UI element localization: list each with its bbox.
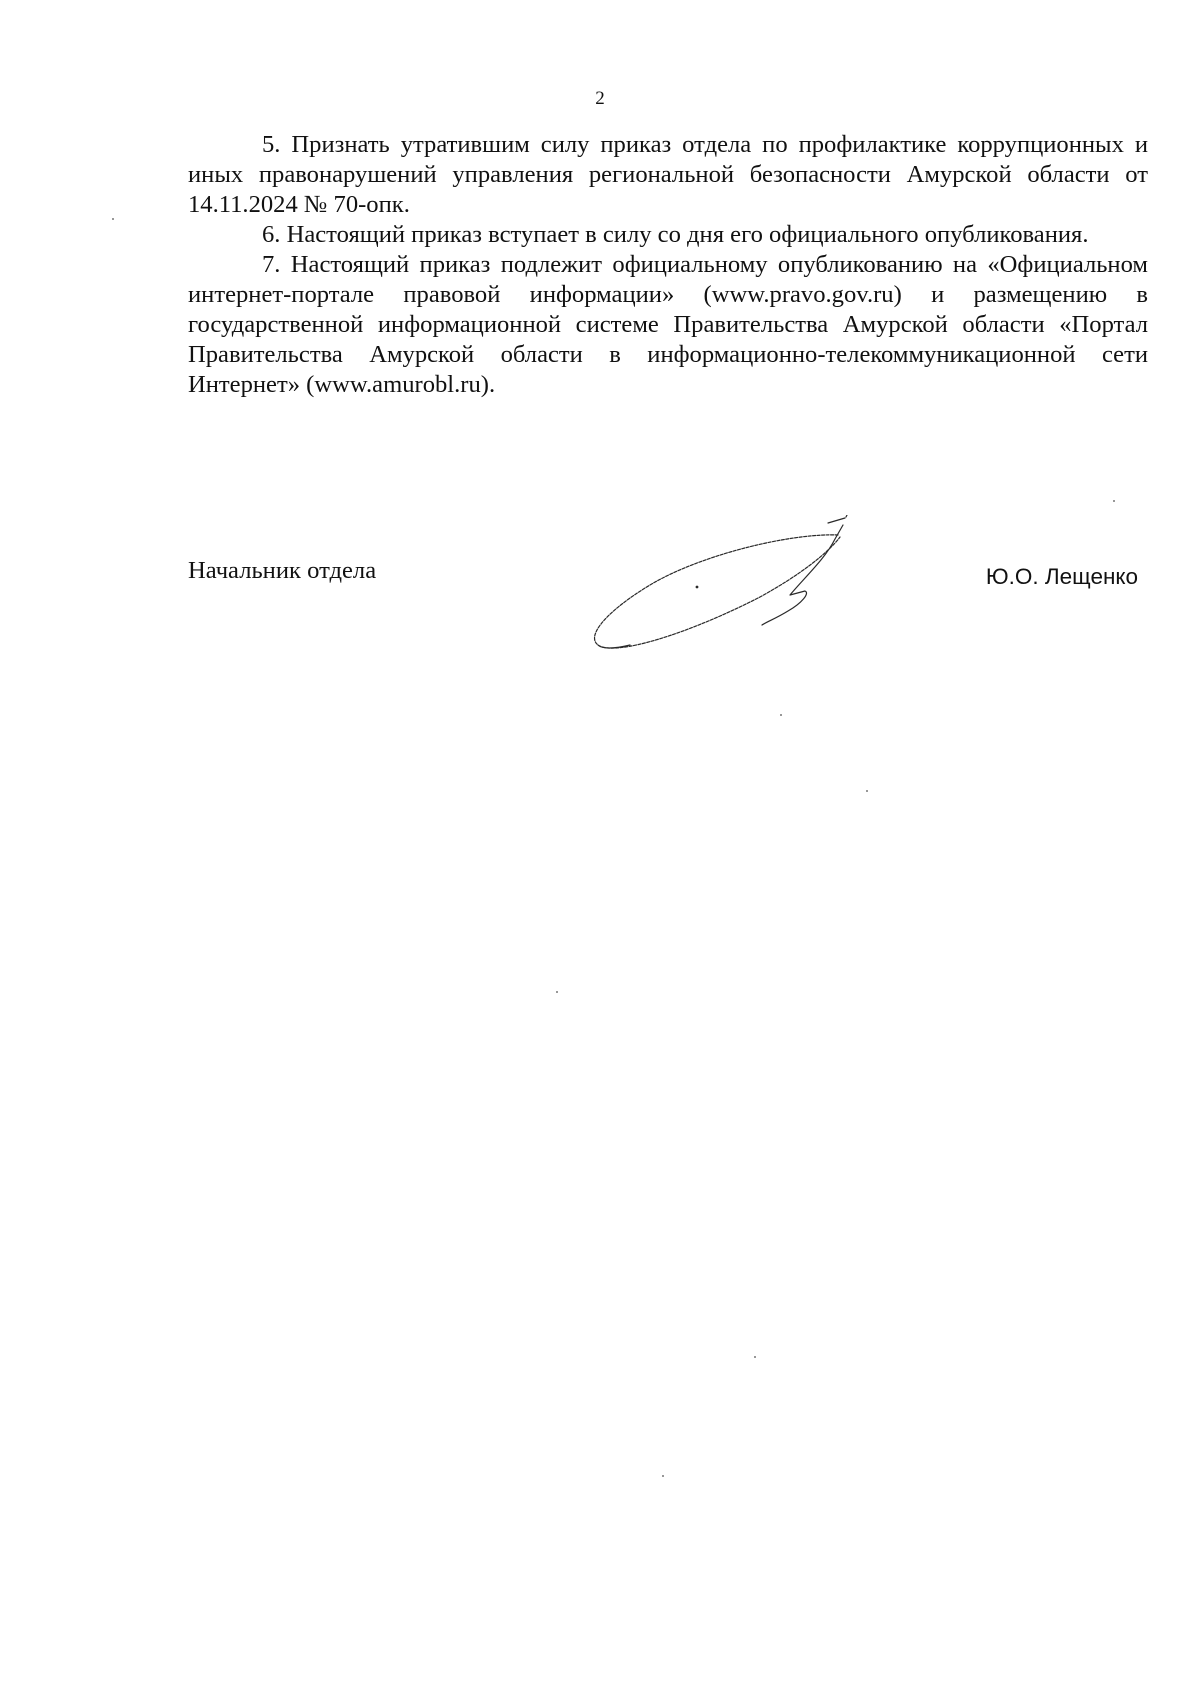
paragraph-5: 5. Признать утратившим силу приказ отдела по профилактике коррупционных и иных правонарушений управления региональной безопасности Амурской области от 14.11.2024 № 70-опк. [188, 131, 1148, 218]
scan-speck [112, 218, 114, 220]
scan-speck [1113, 500, 1115, 502]
scan-speck [754, 1356, 756, 1358]
scan-speck [556, 991, 558, 993]
page-number: 2 [595, 88, 605, 109]
document-body [188, 130, 1148, 400]
scan-speck [866, 790, 868, 792]
scan-speck [662, 1475, 664, 1477]
scan-speck [780, 714, 782, 716]
paragraph-6: 6. Настоящий приказ вступает в силу со дня его официального опубликования. [262, 221, 1089, 248]
handwritten-signature [590, 515, 930, 695]
paragraph-7: 7. Настоящий приказ подлежит официальному опубликованию на «Официальном интернет-портале правовой информации» (www.pravo.gov.ru) и размещению в государственной информационной системе Правительства Амурской области «Портал Правительства Амурской области в информационно-телекоммуникационной сети Интернет» (www.amurobl.ru). [188, 251, 1148, 398]
signer-name: Ю.О. Лещенко [985, 564, 1138, 589]
signer-position: Начальник отдела [188, 557, 377, 584]
